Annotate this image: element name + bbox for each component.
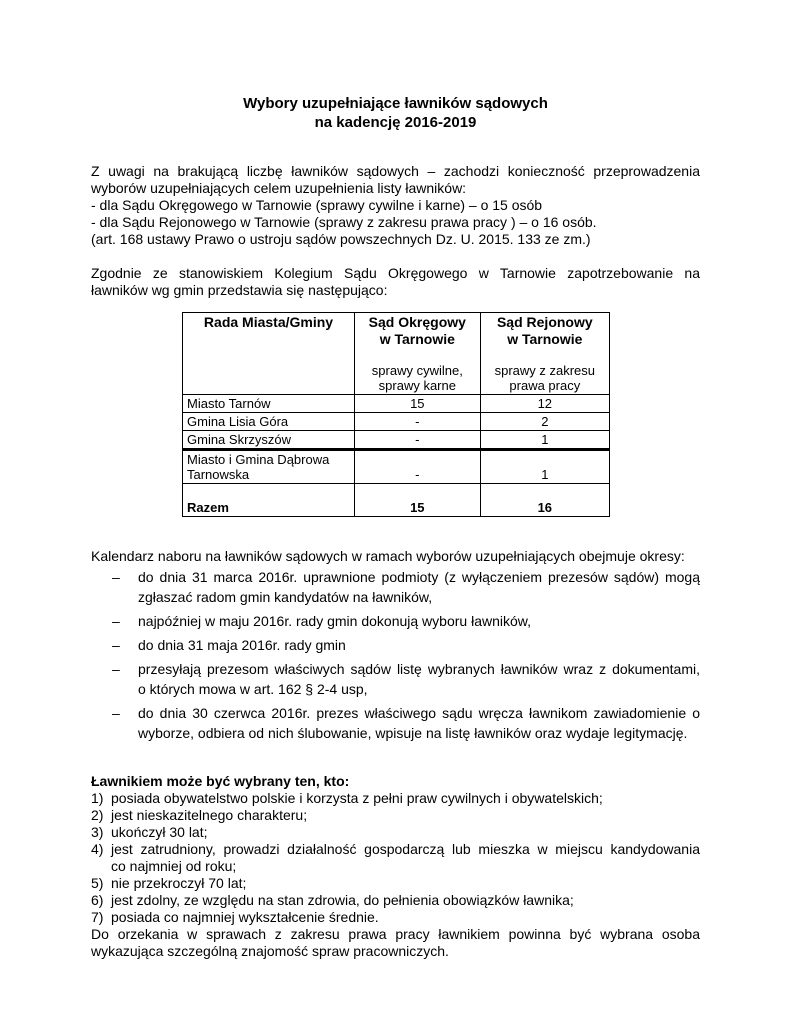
- calendar-item-text: najpóźniej w maju 2016r. rady gmin dokonują wyboru ławników,: [138, 613, 531, 629]
- list-item: [91, 635, 700, 655]
- table-total-row: [183, 484, 610, 517]
- dash-bullet: –: [112, 637, 120, 653]
- list-item: [91, 790, 700, 807]
- item-text-cont: co najmniej od roku;: [111, 858, 237, 874]
- demand-line-1: Zgodnie ze stanowiskiem Kolegium Sądu Okręgowego w Tarnowie zapotrzebowanie na: [91, 265, 700, 281]
- row-regional-value: 2: [480, 413, 609, 431]
- dash-bullet: –: [112, 705, 120, 721]
- demand-paragraph: [91, 265, 700, 299]
- row-name: Gmina Skrzyszów: [183, 431, 355, 450]
- total-regional-value: 16: [480, 484, 609, 517]
- table-header-row: [183, 313, 610, 395]
- calendar-item-text: do dnia 31 maja 2016r. rady gmin: [138, 637, 346, 653]
- row-name: Gmina Lisia Góra: [183, 413, 355, 431]
- calendar-item-text-cont: zgłaszać radom gmin kandydatów na ławników,: [138, 589, 433, 605]
- intro-line-1: Z uwagi na brakującą liczbę ławników sądowych – zachodzi konieczność przeprowadzenia: [91, 163, 700, 179]
- list-item: [91, 841, 700, 875]
- header-regional-court-sub: [485, 363, 605, 393]
- list-item: [91, 909, 700, 926]
- list-item: [91, 892, 700, 909]
- item-number: 3): [91, 824, 104, 840]
- item-text: jest zatrudniony, prowadzi działalność gospodarczą lub mieszka w miejscu kandydowania: [111, 841, 700, 857]
- dash-bullet: –: [112, 661, 120, 677]
- qualifications-title: Ławnikiem może być wybrany ten, kto:: [91, 773, 350, 789]
- dash-bullet: –: [112, 569, 120, 585]
- calendar-item-text: przesyłają prezesom właściwych sądów listę wybranych ławników wraz z dokumentami,: [138, 661, 700, 677]
- item-number: 4): [91, 841, 104, 857]
- header-district-court-b: w Tarnowie: [379, 331, 455, 347]
- header-regional-court-a: Sąd Rejonowy: [496, 314, 593, 330]
- item-text: ukończył 30 lat;: [111, 824, 208, 840]
- list-item: [91, 703, 700, 743]
- row-name-b: Tarnowska: [187, 467, 250, 482]
- table-row: [183, 431, 610, 450]
- total-label: Razem: [183, 484, 355, 517]
- row-district-value: -: [355, 431, 481, 450]
- item-number: 5): [91, 875, 104, 891]
- row-district-value: -: [355, 413, 481, 431]
- item-text: nie przekroczył 70 lat;: [111, 875, 247, 891]
- calendar-list: [91, 567, 700, 743]
- header-regional-court: [480, 313, 609, 395]
- row-regional-value: 1: [480, 450, 609, 484]
- row-regional-value: 12: [480, 395, 609, 413]
- list-item: [91, 807, 700, 824]
- item-number: 7): [91, 909, 104, 925]
- item-text: jest nieskazitelnego charakteru;: [111, 807, 308, 823]
- table-row: [183, 413, 610, 431]
- calendar-item-text-cont: wyborze, odbiera od nich ślubowanie, wpisuje na listę ławników oraz wydaje legitymację.: [138, 725, 688, 741]
- table-row: [183, 395, 610, 413]
- calendar-item-text-cont: o których mowa w art. 162 § 2-4 usp,: [138, 681, 368, 697]
- qualifications-list: [91, 790, 700, 926]
- row-regional-value: 1: [480, 431, 609, 450]
- final-line-1: Do orzekania w sprawach z zakresu prawa pracy ławnikiem powinna być wybrana osoba: [91, 926, 700, 942]
- row-district-value: 15: [355, 395, 481, 413]
- intro-paragraph: [91, 163, 700, 248]
- item-number: 6): [91, 892, 104, 908]
- list-item: [91, 824, 700, 841]
- item-text: posiada obywatelstwo polskie i korzysta z pełni praw cywilnych i obywatelskich;: [111, 790, 603, 806]
- header-regional-court-b: w Tarnowie: [507, 331, 583, 347]
- qualifications-section: [91, 773, 700, 960]
- header-municipality: Rada Miasta/Gminy: [183, 313, 355, 395]
- list-item: [91, 875, 700, 892]
- title-line-1: Wybory uzupełniające ławników sądowych: [243, 95, 548, 112]
- header-regional-sub-a: sprawy z zakresu: [494, 363, 596, 378]
- header-regional-sub-b: prawa pracy: [509, 378, 581, 393]
- page-title: [91, 94, 700, 132]
- total-district-value: 15: [355, 484, 481, 517]
- intro-line-5: (art. 168 ustawy Prawo o ustroju sądów powszechnych Dz. U. 2015. 133 ze zm.): [91, 231, 591, 247]
- final-paragraph: [91, 926, 700, 960]
- row-name: [183, 450, 355, 484]
- item-text: posiada co najmniej wykształcenie średnie.: [111, 909, 379, 925]
- row-name-a: Miasto i Gmina Dąbrowa: [187, 452, 330, 467]
- intro-line-4: - dla Sądu Rejonowego w Tarnowie (sprawy z zakresu prawa pracy ) – o 16 osób.: [91, 214, 597, 230]
- row-district-value: -: [355, 450, 481, 484]
- calendar-intro: Kalendarz naboru na ławników sądowych w ramach wyborów uzupełniających obejmuje okresy:: [91, 548, 685, 564]
- header-district-sub-b: sprawy karne: [378, 378, 456, 393]
- document-page: [91, 94, 700, 960]
- row-name: Miasto Tarnów: [183, 395, 355, 413]
- table-row: [183, 450, 610, 484]
- dash-bullet: –: [112, 613, 120, 629]
- list-item: [91, 659, 700, 699]
- item-number: 1): [91, 790, 104, 806]
- list-item: [91, 567, 700, 607]
- list-item: [91, 611, 700, 631]
- header-district-court-a: Sąd Okręgowy: [368, 314, 466, 330]
- intro-line-2: wyborów uzupełniających celem uzupełnienia listy ławników:: [91, 180, 467, 196]
- calendar-item-text: do dnia 31 marca 2016r. uprawnione podmioty (z wyłączeniem prezesów sądów) mogą: [138, 569, 700, 585]
- calendar-section: [91, 548, 700, 743]
- final-line-2: wykazująca szczególną znajomość spraw pracowniczych.: [91, 943, 449, 959]
- item-number: 2): [91, 807, 104, 823]
- courts-table: [182, 312, 610, 517]
- calendar-item-text: do dnia 30 czerwca 2016r. prezes właściwego sądu wręcza ławnikom zawiadomienie o: [138, 705, 700, 721]
- header-district-court-sub: [359, 363, 476, 393]
- header-district-court: [355, 313, 481, 395]
- title-line-2: na kadencję 2016-2019: [314, 114, 477, 131]
- intro-line-3: - dla Sądu Okręgowego w Tarnowie (sprawy cywilne i karne) – o 15 osób: [91, 197, 543, 213]
- header-district-sub-a: sprawy cywilne,: [371, 363, 463, 378]
- demand-line-2: ławników wg gmin przedstawia się następująco:: [91, 282, 388, 298]
- item-text: jest zdolny, ze względu na stan zdrowia, do pełnienia obowiązków ławnika;: [111, 892, 574, 908]
